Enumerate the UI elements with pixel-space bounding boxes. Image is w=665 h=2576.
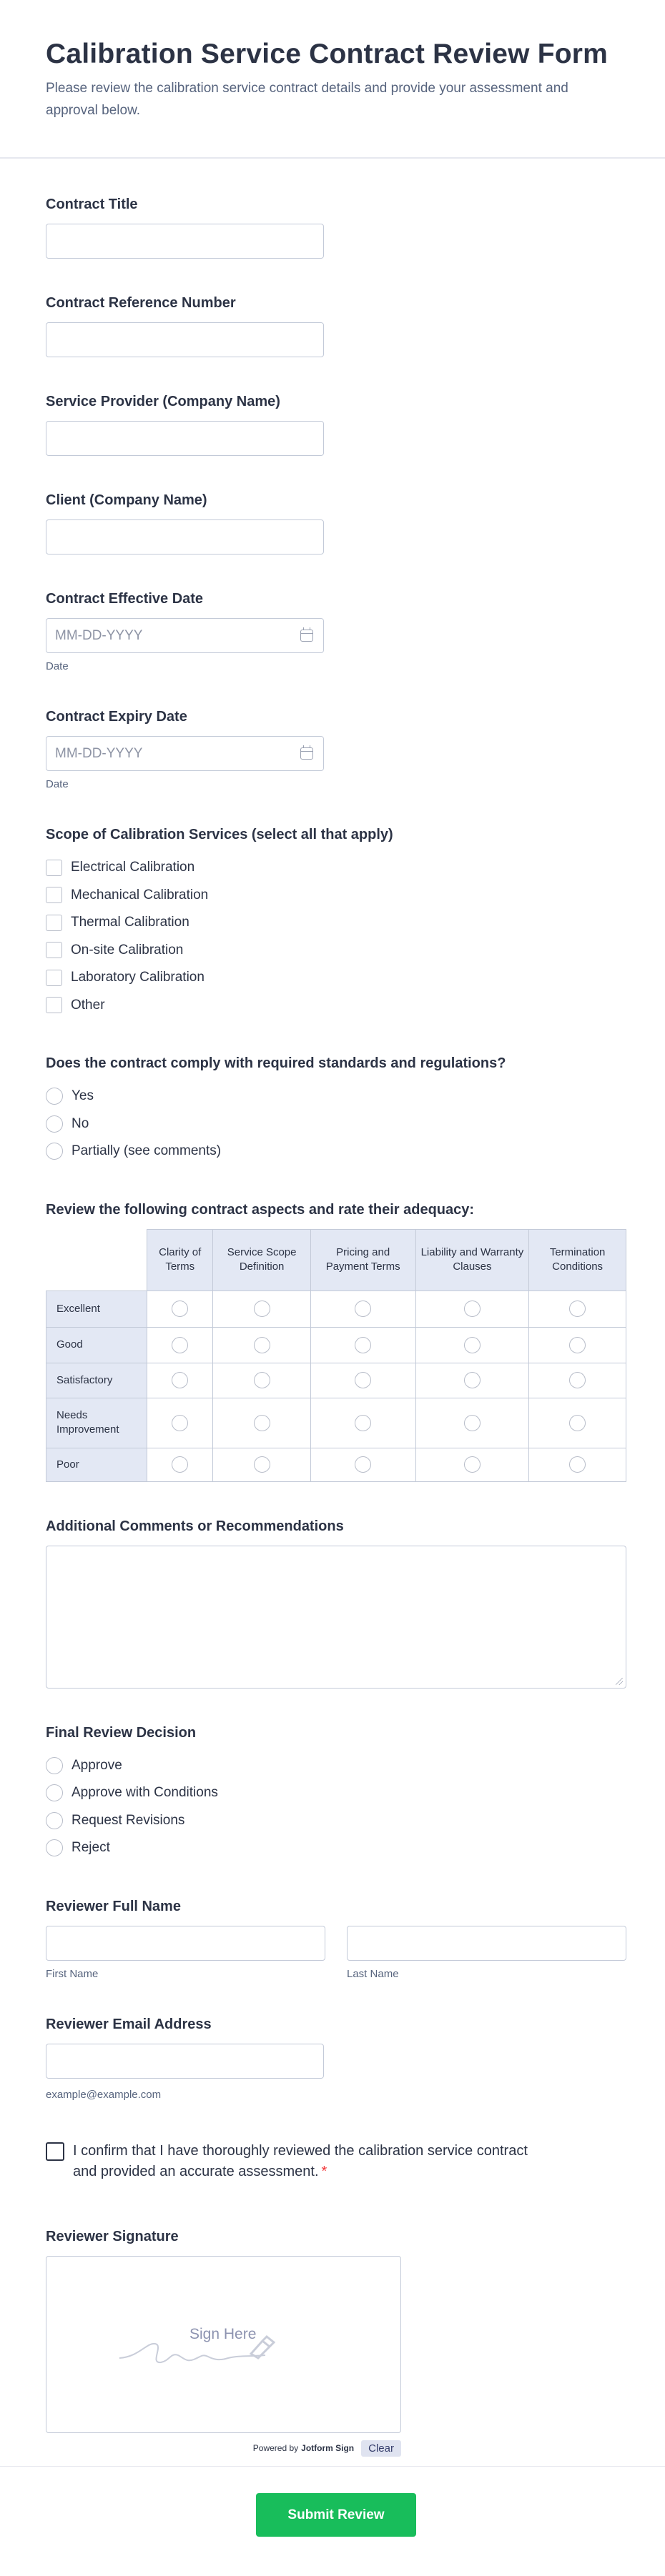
matrix-radio[interactable] [464,1372,481,1388]
field-sublabel: Date [46,660,69,672]
field-label: Additional Comments or Recommendations [46,1518,344,1534]
field-label: Contract Reference Number [46,295,236,311]
scope-option[interactable] [46,992,619,1020]
matrix-radio[interactable] [254,1301,270,1317]
matrix-row [46,1291,626,1327]
signature-hint: Sign Here [189,2325,257,2342]
reviewer-name-field [46,1896,619,1980]
matrix-row-label: Good [46,1327,147,1363]
field-sublabel: Last Name [347,1967,399,1980]
matrix-column-header: Termination Conditions [529,1229,626,1291]
matrix-radio[interactable] [569,1301,586,1317]
effective-date-field [46,589,619,672]
decision-option[interactable] [46,1779,619,1807]
first-name-input[interactable] [46,1926,325,1961]
email-field[interactable] [46,2044,324,2079]
matrix-row-label: Poor [46,1448,147,1481]
matrix-radio[interactable] [569,1456,586,1473]
field-label: Contract Title [46,197,138,212]
option-label: Laboratory Calibration [71,970,205,985]
option-label: Approve with Conditions [72,1785,218,1801]
field-label: Does the contract comply with required standards and regulations? [46,1055,506,1071]
field-label: Reviewer Email Address [46,2016,212,2032]
field-label: Review the following contract aspects and rate their adequacy: [46,1201,475,1218]
required-mark: * [321,2163,327,2179]
signature-pad[interactable] [46,2256,401,2433]
matrix-radio[interactable] [355,1372,371,1388]
option-label: Partially (see comments) [72,1143,222,1159]
scope-option[interactable] [46,964,619,992]
matrix-column-header: Service Scope Definition [213,1229,310,1291]
matrix-radio[interactable] [355,1301,371,1317]
matrix-radio[interactable] [254,1456,270,1473]
field-sublabel: Date [46,778,69,790]
confirm-option[interactable] [46,2141,539,2182]
matrix-row-label: Excellent [46,1291,147,1327]
checkbox[interactable] [46,887,62,903]
matrix-radio[interactable] [254,1372,270,1388]
field-label: Service Provider (Company Name) [46,394,280,409]
matrix-column-header: Liability and Warranty Clauses [415,1229,529,1291]
calendar-icon[interactable] [300,747,313,760]
option-label: Approve [72,1757,122,1773]
radio-button[interactable] [46,1812,63,1829]
option-label: Other [71,997,105,1013]
radio-button[interactable] [46,1784,63,1801]
decision-option[interactable] [46,1752,619,1780]
field-label: Contract Effective Date [46,591,204,607]
matrix-row [46,1327,626,1363]
field-label: Client (Company Name) [46,492,207,508]
matrix-radio[interactable] [254,1415,270,1431]
resize-grip-icon[interactable] [616,1678,623,1685]
signature-field [46,2227,619,2457]
matrix-radio[interactable] [464,1301,481,1317]
matrix-radio[interactable] [569,1372,586,1388]
option-label: Mechanical Calibration [71,887,209,902]
matrix-radio[interactable] [464,1415,481,1431]
comments-textarea[interactable] [46,1546,626,1689]
service-provider-input[interactable] [46,421,324,456]
matrix-corner [46,1229,147,1291]
decision-field [46,1723,619,1862]
field-label: Reviewer Full Name [46,1898,181,1914]
date-placeholder: MM-DD-YYYY [55,628,143,643]
matrix-row-label: Satisfactory [46,1363,147,1398]
option-label: On-site Calibration [71,942,184,958]
matrix-row [46,1448,626,1481]
matrix-radio[interactable] [172,1415,188,1431]
rating-matrix [46,1229,626,1482]
radio-button[interactable] [46,1143,63,1160]
compliance-field [46,1053,619,1165]
decision-option[interactable] [46,1807,619,1835]
matrix-radio[interactable] [355,1337,371,1353]
matrix-radio[interactable] [172,1456,188,1473]
matrix-radio[interactable] [464,1456,481,1473]
scope-field [46,825,619,1019]
reference-number-input[interactable] [46,322,324,357]
option-label: Electrical Calibration [71,860,195,875]
submit-button[interactable]: Submit Review [256,2493,416,2537]
matrix-column-header: Pricing and Payment Terms [310,1229,415,1291]
scope-option[interactable] [46,854,619,882]
radio-button[interactable] [46,1115,63,1133]
signature-footer [46,2440,401,2457]
checkbox[interactable] [46,860,62,876]
matrix-radio[interactable] [355,1456,371,1473]
field-label: Scope of Calibration Services (select all that apply) [46,827,393,842]
form-body [0,194,665,2457]
matrix-radio[interactable] [172,1337,188,1353]
matrix-column-header: Clarity of Terms [147,1229,213,1291]
matrix-radio[interactable] [355,1415,371,1431]
brand-name: Jotform Sign [301,2443,355,2453]
field-sublabel: First Name [46,1967,99,1980]
date-placeholder: MM-DD-YYYY [55,746,143,761]
reference-number-field [46,293,619,357]
option-label: Reject [72,1840,110,1856]
page-subtitle: Please review the calibration service contract details and provide your assessment and approval below. [46,81,568,118]
matrix-radio[interactable] [172,1372,188,1388]
field-label: Reviewer Signature [46,2228,179,2244]
confirm-field [46,2141,619,2182]
matrix-row [46,1398,626,1448]
contract-title-input[interactable] [46,224,324,259]
scope-option[interactable] [46,937,619,965]
comments-field [46,1516,619,1689]
calendar-icon[interactable] [300,630,313,642]
client-field [46,490,619,555]
service-provider-field [46,392,619,456]
expiry-date-input[interactable] [46,736,324,771]
checkbox[interactable] [46,942,62,958]
compliance-option[interactable] [46,1110,619,1138]
form-footer [0,2466,665,2576]
field-sublabel: example@example.com [46,2088,162,2101]
confirm-text: I confirm that I have thoroughly reviewed the calibration service contract and provided an accurate assessment. [73,2142,528,2179]
compliance-option[interactable] [46,1083,619,1110]
option-label: No [72,1115,89,1131]
matrix-row [46,1363,626,1398]
matrix-field [46,1200,619,1482]
field-label: Contract Expiry Date [46,709,187,725]
matrix-row-label: Needs Improvement [46,1398,147,1448]
scope-option[interactable] [46,909,619,937]
last-name-input[interactable] [347,1926,626,1961]
checkbox[interactable] [46,915,62,931]
powered-by-text: Powered by [252,2443,299,2453]
matrix-radio[interactable] [569,1415,586,1431]
form-header [0,0,665,159]
expiry-date-field [46,707,619,790]
checkbox[interactable] [46,997,62,1013]
radio-button[interactable] [46,1088,63,1105]
matrix-radio[interactable] [569,1337,586,1353]
confirm-checkbox[interactable] [46,2142,64,2161]
client-input[interactable] [46,519,324,555]
field-label: Final Review Decision [46,1724,197,1741]
reviewer-email-field [46,2014,619,2101]
page-title: Calibration Service Contract Review Form [46,39,609,69]
option-label: Request Revisions [72,1812,185,1828]
checkbox[interactable] [46,970,62,986]
matrix-radio[interactable] [254,1337,270,1353]
compliance-option[interactable] [46,1138,619,1165]
effective-date-input[interactable] [46,618,324,653]
matrix-radio[interactable] [464,1337,481,1353]
matrix-radio[interactable] [172,1301,188,1317]
radio-button[interactable] [46,1757,63,1774]
radio-button[interactable] [46,1839,63,1856]
option-label: Thermal Calibration [71,915,189,930]
scope-option[interactable] [46,882,619,910]
contract-title-field [46,194,619,259]
clear-button[interactable]: Clear [361,2440,401,2457]
option-label: Yes [72,1088,94,1104]
decision-option[interactable] [46,1834,619,1862]
